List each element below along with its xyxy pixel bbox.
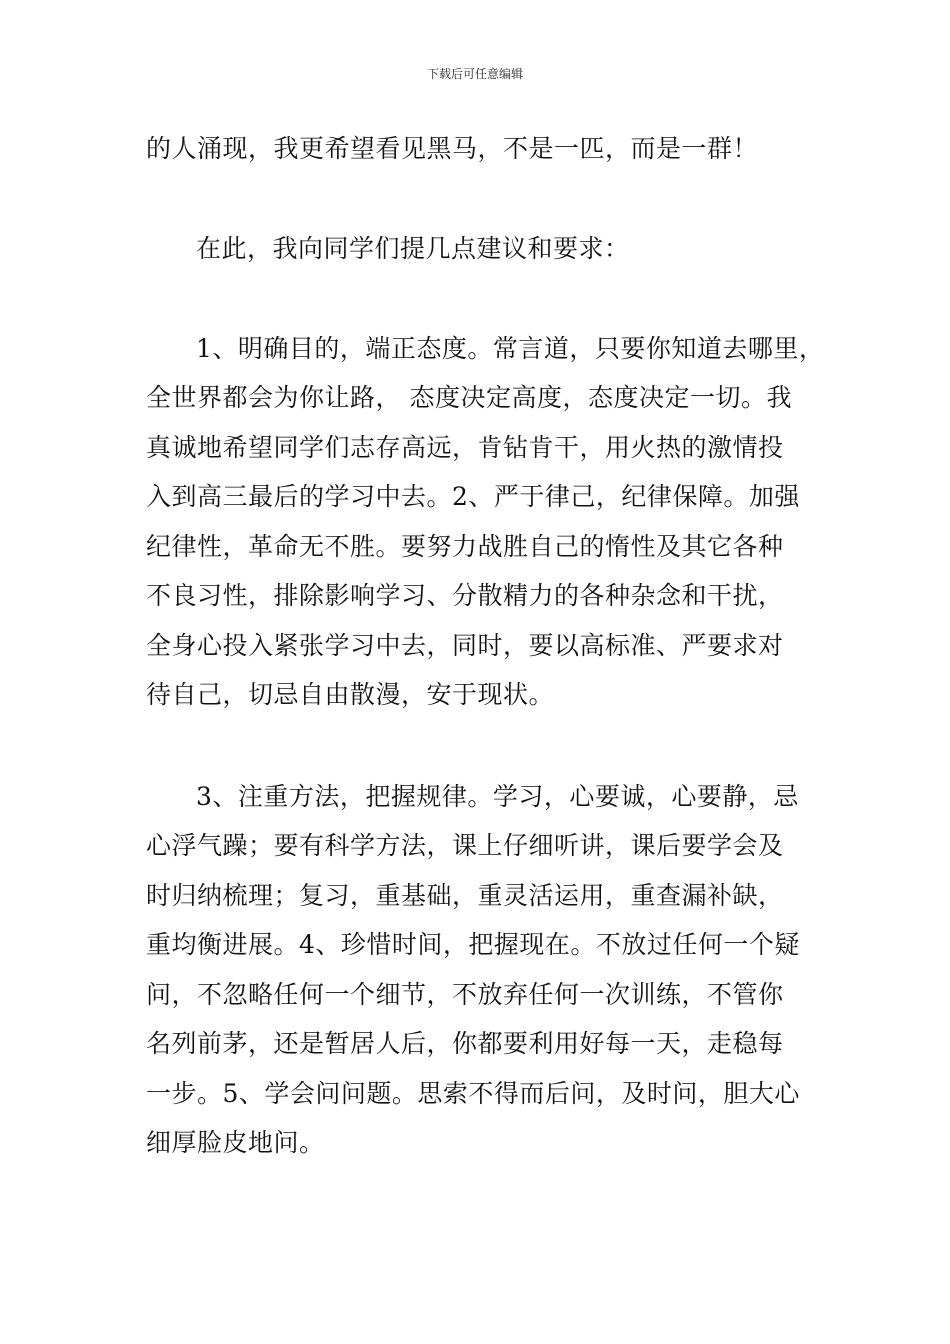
text-line: 纪律性，革命无不胜。要努力战胜自己的惰性及其它各种 [146, 532, 784, 561]
text-line: 真诚地希望同学们志存高远，肯钻肯干，用火热的激情投 [146, 433, 784, 462]
text-line: 的人涌现，我更希望看见黑马，不是一匹，而是一群！ [146, 134, 759, 163]
text-line: 重均衡进展。4、珍惜时间，把握现在。不放过任何一个疑 [146, 930, 800, 959]
text-line: 不良习性，排除影响学习、分散精力的各种杂念和干扰， [146, 581, 784, 610]
page-header: 下载后可任意编辑 [426, 67, 523, 81]
text-line: 心浮气躁；要有科学方法，课上仔细听讲，课后要学会及 [146, 831, 784, 860]
text-line: 待自己，切忌自由散漫，安于现状。 [146, 680, 555, 709]
text-line: 全世界都会为你让路， 态度决定高度，态度决定一切。我 [146, 383, 792, 412]
paragraph-intro: 在此，我向同学们提几点建议和要求： [196, 234, 630, 263]
text-line: 问，不忽略任何一个细节，不放弃任何一次训练，不管你 [146, 980, 784, 1009]
text-line: 入到高三最后的学习中去。2、严于律己，纪律保障。加强 [146, 482, 800, 511]
text-line: 一步。5、学会问问题。思索不得而后问，及时问，胆大心 [146, 1079, 800, 1108]
text-line: 1、明确目的，端正态度。常言道，只要你知道去哪里， [196, 334, 825, 363]
text-line: 3、注重方法，把握规律。学习，心要诚，心要静，忌 [196, 782, 799, 811]
text-line: 细厚脸皮地问。 [146, 1128, 325, 1157]
text-line: 名列前茅，还是暂居人后，你都要利用好每一天，走稳每 [146, 1029, 784, 1058]
text-line: 全身心投入紧张学习中去，同时，要以高标准、严要求对 [146, 631, 784, 660]
text-line: 时归纳梳理；复习，重基础，重灵活运用，重查漏补缺， [146, 881, 784, 910]
